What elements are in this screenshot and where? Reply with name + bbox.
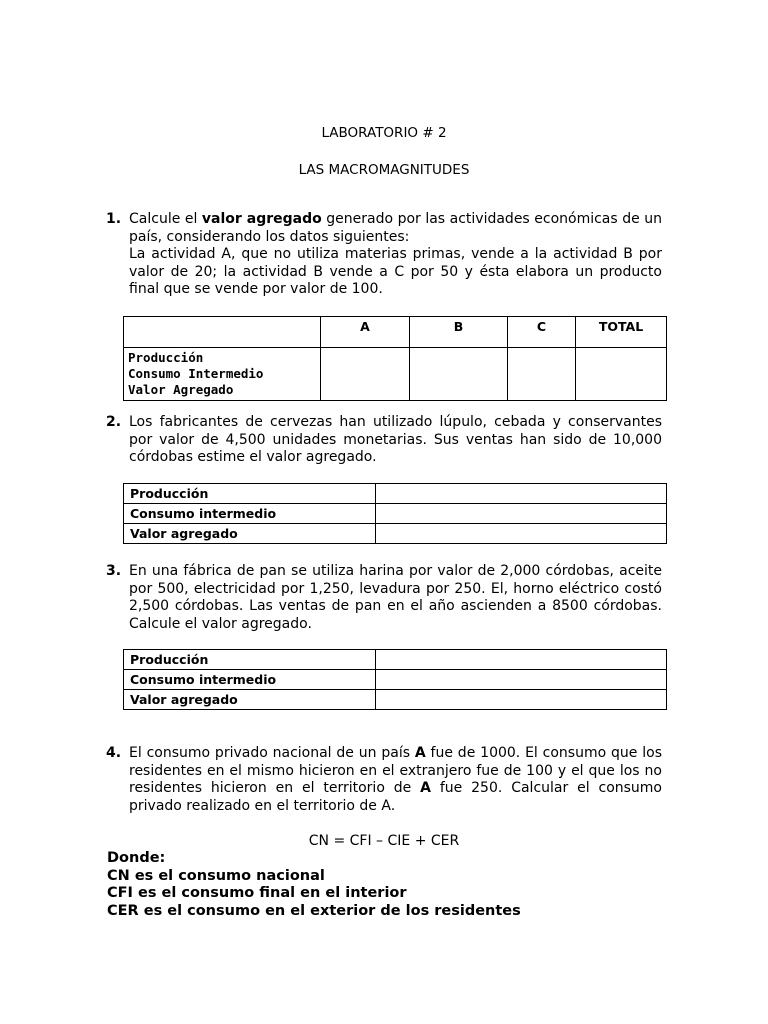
table-row-labels bbox=[124, 348, 321, 401]
question-3-number: 3. bbox=[106, 563, 122, 579]
table-header-a: A bbox=[321, 317, 410, 348]
definition-item: CN es el consumo nacional bbox=[107, 867, 325, 884]
definitions-list bbox=[107, 850, 521, 920]
question-3-text: En una fábrica de pan se utiliza harina por valor de 2,000 córdobas, aceite por 500, electricidad por 1,250, levadura por 250. El, horno eléctrico costó 2,500 córdobas. Las ventas de pan en el año ascienden a 8500 córdobas. Calcule el valor agregado. bbox=[129, 563, 662, 632]
cell-c bbox=[508, 348, 576, 401]
table-header-total: TOTAL bbox=[576, 317, 667, 348]
table-header-b: B bbox=[410, 317, 508, 348]
row-label-produccion: Producción bbox=[124, 650, 376, 670]
cell-a bbox=[321, 348, 410, 401]
value-cell bbox=[376, 504, 667, 524]
value-cell bbox=[376, 650, 667, 670]
table-row bbox=[124, 524, 667, 544]
table-header-empty bbox=[124, 317, 321, 348]
question-1-text: Calcule el valor agregado generado por las actividades económicas de un país, considerando los datos siguientes: La actividad A, que no utiliza materias primas, vende a la actividad B por valor de 20; la actividad B vende a C por 50 y ésta elabora un producto final que se vende por valor de 100. bbox=[129, 211, 662, 297]
table-header-c: C bbox=[508, 317, 576, 348]
row-label-valor-agregado: Valor agregado bbox=[124, 690, 376, 710]
document-subtitle: LAS MACROMAGNITUDES bbox=[298, 162, 470, 178]
row-label-consumo-intermedio: Consumo intermedio bbox=[124, 670, 376, 690]
value-cell bbox=[376, 484, 667, 504]
definition-item: CER es el consumo en el exterior de los residentes bbox=[107, 902, 521, 919]
formula: CN = CFI – CIE + CER bbox=[308, 833, 460, 849]
question-2-table bbox=[123, 483, 667, 544]
table-row bbox=[124, 690, 667, 710]
row-label-valor-agregado: Valor Agregado bbox=[128, 382, 234, 397]
question-1-table bbox=[123, 316, 667, 401]
table-row bbox=[124, 504, 667, 524]
value-cell bbox=[376, 670, 667, 690]
question-2-text: Los fabricantes de cervezas han utilizado lúpulo, cebada y conservantes por valor de 4,500 unidades monetarias. Sus ventas han sido de 10,000 córdobas estime el valor agregado. bbox=[129, 414, 662, 465]
question-1-number: 1. bbox=[106, 211, 122, 227]
document-title: LABORATORIO # 2 bbox=[321, 125, 447, 141]
question-1-paragraph: La actividad A, que no utiliza materias primas, vende a la actividad B por valor de 20; la actividad B vende a C por 50 y ésta elabora un producto final que se vende por valor de 100. bbox=[129, 246, 662, 297]
row-label-valor-agregado: Valor agregado bbox=[124, 524, 376, 544]
question-3-table bbox=[123, 649, 667, 710]
definition-heading: Donde: bbox=[107, 850, 166, 866]
question-4-text: El consumo privado nacional de un país A fue de 1000. El consumo que los residentes en el mismo hicieron en el extranjero fue de 100 y el que los no residentes hicieron en el territorio de A fue 250. Calcular el consumo privado realizado en el territorio de A. bbox=[129, 745, 663, 814]
value-cell bbox=[376, 524, 667, 544]
table-row bbox=[124, 650, 667, 670]
row-label-produccion: Producción bbox=[124, 484, 376, 504]
definition-item: CFI es el consumo final en el interior bbox=[107, 885, 407, 901]
row-label-produccion: Producción bbox=[128, 350, 204, 365]
row-label-consumo-intermedio: Consumo Intermedio bbox=[128, 366, 264, 381]
row-label-consumo-intermedio: Consumo intermedio bbox=[124, 504, 376, 524]
value-cell bbox=[376, 690, 667, 710]
cell-total bbox=[576, 348, 667, 401]
table-row bbox=[124, 484, 667, 504]
cell-b bbox=[410, 348, 508, 401]
table-row bbox=[124, 670, 667, 690]
question-4-number: 4. bbox=[106, 745, 122, 761]
question-2-number: 2. bbox=[106, 414, 122, 430]
